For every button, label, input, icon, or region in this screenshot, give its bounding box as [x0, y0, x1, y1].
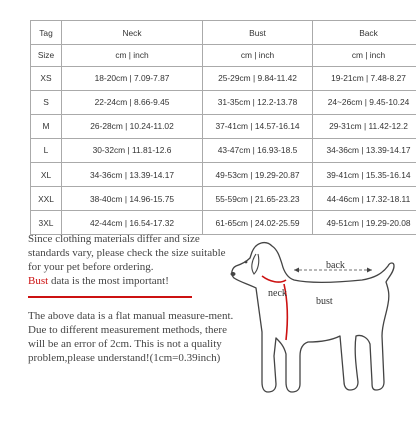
table-cell: 30-32cm | 11.81-12.6 — [62, 138, 203, 162]
dog-eye — [245, 261, 248, 264]
table-row — [31, 66, 416, 90]
table-row — [31, 114, 416, 138]
table-row — [31, 90, 416, 114]
table-cell: 34-36cm | 13.39-14.17 — [313, 138, 416, 162]
notes-intro: Since clothing materials differ and size standards vary, please check the size suitable for your pet before ordering. — [28, 233, 226, 273]
table-cell: 29-31cm | 11.42-12.2 — [313, 114, 416, 138]
table-cell: 25-29cm | 9.84-11.42 — [203, 66, 313, 90]
table-cell: 24~26cm | 9.45-10.24 — [313, 90, 416, 114]
dog-outline — [232, 243, 394, 392]
bust-emphasis: Bust — [28, 275, 48, 287]
back-label: back — [326, 260, 345, 271]
table-cell: 19-21cm | 7.48-8.27 — [313, 66, 416, 90]
table-cell: cm | inch — [313, 45, 416, 67]
table-row — [31, 187, 416, 211]
notes-important: data is the most important! — [48, 275, 169, 287]
table-cell: cm | inch — [62, 45, 203, 67]
table-cell: 43-47cm | 16.93-18.5 — [203, 138, 313, 162]
table-cell: 55-59cm | 21.65-23.23 — [203, 187, 313, 211]
table-cell: 18-20cm | 7.09-7.87 — [62, 66, 203, 90]
back-arrow-left-head — [294, 268, 299, 273]
table-row — [31, 162, 416, 186]
table-cell: Bust — [203, 21, 313, 45]
size-chart-table — [30, 20, 416, 235]
table-cell: 34-36cm | 13.39-14.17 — [62, 162, 203, 186]
neck-label: neck — [268, 288, 287, 299]
notes-paragraph-2: The above data is a flat manual measure-ment. Due to different measurement methods, there will be an error of 2cm. This is not a quality problem,please understand!(1cm=0.39inch) — [28, 309, 238, 365]
table-header-row — [31, 21, 416, 45]
dog-ear — [252, 254, 259, 274]
table-cell: 49-51cm | 19.29-20.08 — [313, 211, 416, 235]
table-cell: 22-24cm | 8.66-9.45 — [62, 90, 203, 114]
table-cell: 49-53cm | 19.29-20.87 — [203, 162, 313, 186]
dog-nose — [231, 272, 236, 276]
bust-label: bust — [316, 296, 333, 307]
table-cell: Back — [313, 21, 416, 45]
table-cell: S — [31, 90, 62, 114]
table-row — [31, 138, 416, 162]
table-cell: 44-46cm | 17.32-18.11 — [313, 187, 416, 211]
table-cell: L — [31, 138, 62, 162]
table-cell: 38-40cm | 14.96-15.75 — [62, 187, 203, 211]
table-cell: XXL — [31, 187, 62, 211]
dog-illustration — [222, 232, 416, 416]
back-arrow-right-head — [367, 268, 372, 273]
table-cell: 39-41cm | 15.35-16.14 — [313, 162, 416, 186]
table-cell: Tag — [31, 21, 62, 45]
table-cell: XS — [31, 66, 62, 90]
table-cell: 61-65cm | 24.02-25.59 — [203, 211, 313, 235]
table-unit-row — [31, 45, 416, 67]
table-cell: Neck — [62, 21, 203, 45]
table-cell: 37-41cm | 14.57-16.14 — [203, 114, 313, 138]
table-cell: 31-35cm | 12.2-13.78 — [203, 90, 313, 114]
table-cell: M — [31, 114, 62, 138]
notes-paragraph-1 — [28, 232, 228, 288]
table-cell: 3XL — [31, 211, 62, 235]
table-cell: cm | inch — [203, 45, 313, 67]
table-cell: Size — [31, 45, 62, 67]
table-cell: 42-44cm | 16.54-17.32 — [62, 211, 203, 235]
dog-measurement-diagram — [222, 232, 416, 416]
neck-measure-line — [262, 276, 286, 282]
table-cell: XL — [31, 162, 62, 186]
red-underline — [28, 296, 192, 298]
table-cell: 26-28cm | 10.24-11.02 — [62, 114, 203, 138]
